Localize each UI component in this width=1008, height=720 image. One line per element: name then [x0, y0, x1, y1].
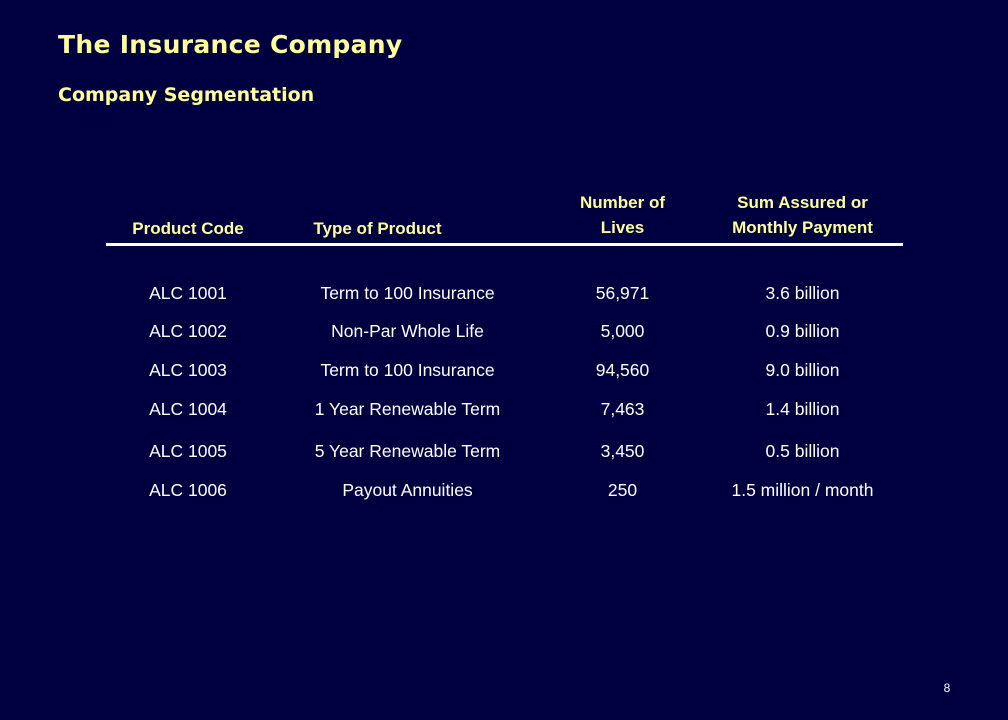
- table-row: [0, 319, 1008, 343]
- cell-sum-assured: 1.4 billion: [765, 399, 840, 419]
- slide-title: The Insurance Company: [58, 30, 403, 59]
- cell-number-of-lives: 7,463: [600, 399, 645, 419]
- table-row: [0, 397, 1008, 421]
- cell-number-of-lives: 250: [607, 480, 638, 500]
- header-number-of-lives-line2: Lives: [600, 218, 645, 237]
- cell-type-of-product: Non-Par Whole Life: [331, 321, 484, 341]
- cell-number-of-lives: 56,971: [595, 283, 650, 303]
- cell-sum-assured: 0.9 billion: [765, 321, 840, 341]
- header-product-code: Product Code: [132, 219, 244, 238]
- cell-product-code: ALC 1001: [149, 283, 227, 303]
- cell-sum-assured: 3.6 billion: [765, 283, 840, 303]
- header-sum-assured-line2: Monthly Payment: [732, 218, 873, 237]
- cell-number-of-lives: 5,000: [600, 321, 645, 341]
- header-number-of-lives-line1: Number of: [580, 193, 665, 212]
- table-row: [0, 439, 1008, 463]
- slide-subtitle: Company Segmentation: [58, 84, 315, 106]
- cell-product-code: ALC 1006: [149, 480, 227, 500]
- cell-type-of-product: 1 Year Renewable Term: [314, 399, 501, 419]
- header-number-of-lives: [550, 190, 695, 240]
- cell-type-of-product: Term to 100 Insurance: [320, 360, 495, 380]
- header-sum-assured-line1: Sum Assured or: [737, 193, 868, 212]
- cell-sum-assured: 1.5 million / month: [731, 480, 874, 500]
- cell-type-of-product: 5 Year Renewable Term: [314, 441, 501, 461]
- table-row: [0, 281, 1008, 305]
- cell-sum-assured: 0.5 billion: [765, 441, 840, 461]
- cell-product-code: ALC 1002: [149, 321, 227, 341]
- cell-number-of-lives: 94,560: [595, 360, 650, 380]
- table-row: [0, 358, 1008, 382]
- page-number: 8: [943, 681, 951, 695]
- table-row: [0, 478, 1008, 502]
- header-sum-assured: [700, 190, 905, 240]
- cell-type-of-product: Payout Annuities: [342, 480, 473, 500]
- cell-type-of-product: Term to 100 Insurance: [320, 283, 495, 303]
- header-divider: [106, 243, 903, 246]
- cell-sum-assured: 9.0 billion: [765, 360, 840, 380]
- header-type-of-product: Type of Product: [313, 219, 442, 238]
- cell-product-code: ALC 1004: [149, 399, 227, 419]
- cell-product-code: ALC 1005: [149, 441, 227, 461]
- cell-product-code: ALC 1003: [149, 360, 227, 380]
- cell-number-of-lives: 3,450: [600, 441, 645, 461]
